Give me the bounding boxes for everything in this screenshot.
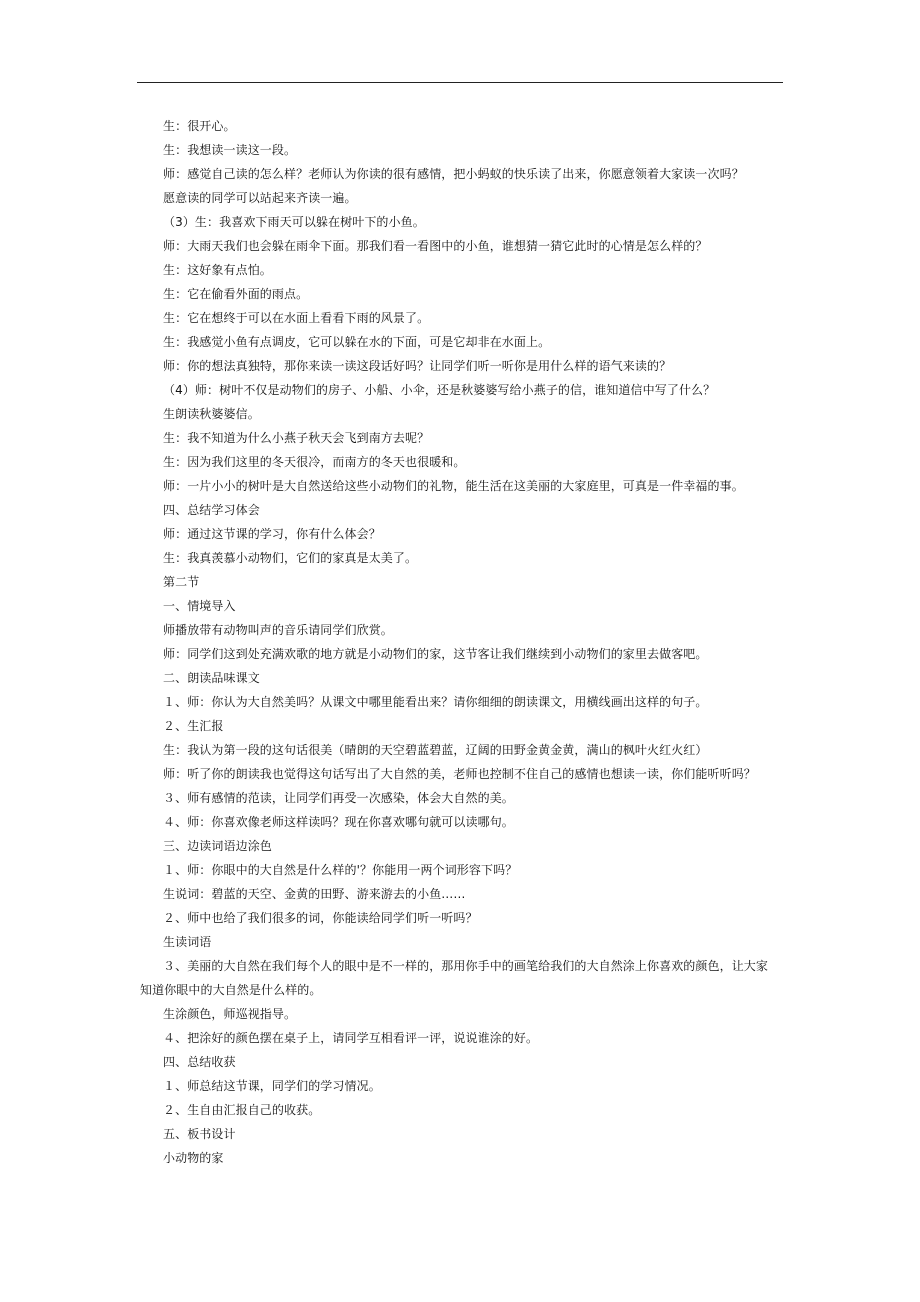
- text-line: 生：我想读一读这一段。: [163, 143, 297, 157]
- text-line: 师：通过这节课的学习，你有什么体会？: [163, 527, 381, 541]
- text-line: 师：一片小小的树叶是大自然送给这些小动物们的礼物，能生活在这美丽的大家庭里，可真是一件幸福的事。: [163, 479, 744, 493]
- text-line: 生：它在偷看外面的雨点。: [163, 287, 309, 301]
- text-line: 生读词语: [163, 935, 212, 949]
- text-line: 生：我认为第一段的这句话很美（晴朗的天空碧蓝碧蓝，辽阔的田野金黄金黄，满山的枫叶火红火红）: [163, 743, 708, 757]
- text-line: 生朗读秋婆婆信。: [163, 407, 260, 421]
- text-line: １、师总结这节课，同学们的学习情况。: [163, 1079, 381, 1093]
- section-heading: 一、情境导入: [163, 599, 236, 613]
- text-line: 生：很开心。: [163, 119, 236, 133]
- text-line: 师：听了你的朗读我也觉得这句话写出了大自然的美，老师也控制不住自己的感情也想读一读，你们能听听吗？: [163, 767, 756, 781]
- header-rule: [137, 82, 783, 83]
- section-heading: 五、板书设计: [163, 1127, 236, 1141]
- section-heading: 四、总结收获: [163, 1055, 236, 1069]
- text-line: 生：我真羡慕小动物们，它们的家真是太美了。: [163, 551, 418, 565]
- section-heading: 四、总结学习体会: [163, 503, 260, 517]
- text-line: 生：我不知道为什么小燕子秋天会飞到南方去呢？: [163, 431, 430, 445]
- text-line: 生说词：碧蓝的天空、金黄的田野、游来游去的小鱼……: [163, 887, 466, 901]
- text-line: 小动物的家: [163, 1151, 224, 1165]
- text-line: 愿意读的同学可以站起来齐读一遍。: [163, 191, 357, 205]
- section-heading: 三、边读词语边涂色: [163, 839, 272, 853]
- text-line: 师：同学们这到处充满欢歌的地方就是小动物们的家，这节客让我们继续到小动物们的家里去做客吧。: [163, 647, 708, 661]
- text-line: 生：我感觉小鱼有点调皮，它可以躲在水的下面，可是它却非在水面上。: [163, 335, 551, 349]
- text-line: ４、把涂好的颜色摆在桌子上，请同学互相看评一评，说说谁涂的好。: [163, 1031, 539, 1045]
- text-line: ２、生自由汇报自己的收获。: [163, 1103, 321, 1117]
- text-line: 师：大雨天我们也会躲在雨伞下面。那我们看一看图中的小鱼，谁想猜一猜它此时的心情是怎么样的？: [163, 239, 708, 253]
- text-line: ３、美丽的大自然在我们每个人的眼中是不一样的，那用你手中的画笔给我们的大自然涂上你喜欢的颜色，让大家: [163, 959, 769, 973]
- text-line: 生：它在想终于可以在水面上看看下雨的风景了。: [163, 311, 430, 325]
- section-heading: 第二节: [163, 575, 200, 589]
- text-line: （4）师：树叶不仅是动物们的房子、小船、小伞，还是秋婆婆写给小燕子的信，谁知道信中写了什么？: [163, 383, 716, 397]
- text-line: 生：这好象有点怕。: [163, 263, 272, 277]
- text-line: １、师：你眼中的大自然是什么样的'？你能用一两个词形容下吗？: [163, 863, 518, 877]
- text-line: ３、师有感情的范读，让同学们再受一次感染，体会大自然的美。: [163, 791, 514, 805]
- text-line: １、师：你认为大自然美吗？从课文中哪里能看出来？请你细细的朗读课文，用横线画出这样的句子。: [163, 695, 708, 709]
- text-line: 生：因为我们这里的冬天很冷，而南方的冬天也很暖和。: [163, 455, 466, 469]
- text-line: ４、师：你喜欢像老师这样读吗？现在你喜欢哪句就可以读哪句。: [163, 815, 514, 829]
- section-heading: 二、朗读品味课文: [163, 671, 260, 685]
- text-line: 知道你眼中的大自然是什么样的。: [140, 983, 322, 997]
- text-line: 师播放带有动物叫声的音乐请同学们欣赏。: [163, 623, 393, 637]
- text-line: （3）生：我喜欢下雨天可以躲在树叶下的小鱼。: [163, 215, 425, 229]
- text-line: 师：你的想法真独特，那你来读一读这段话好吗？让同学们听一听你是用什么样的语气来读的？: [163, 359, 672, 373]
- text-line: 生涂颜色，师巡视指导。: [163, 1007, 297, 1021]
- text-line: ２、生汇报: [163, 719, 224, 733]
- text-line: 师：感觉自己读的怎么样？老师认为你读的很有感情，把小蚂蚁的快乐读了出来，你愿意领着大家读一次吗？: [163, 167, 744, 181]
- text-line: ２、师中也给了我们很多的词，你能读给同学们听一听吗？: [163, 911, 478, 925]
- document-body: [140, 114, 791, 1170]
